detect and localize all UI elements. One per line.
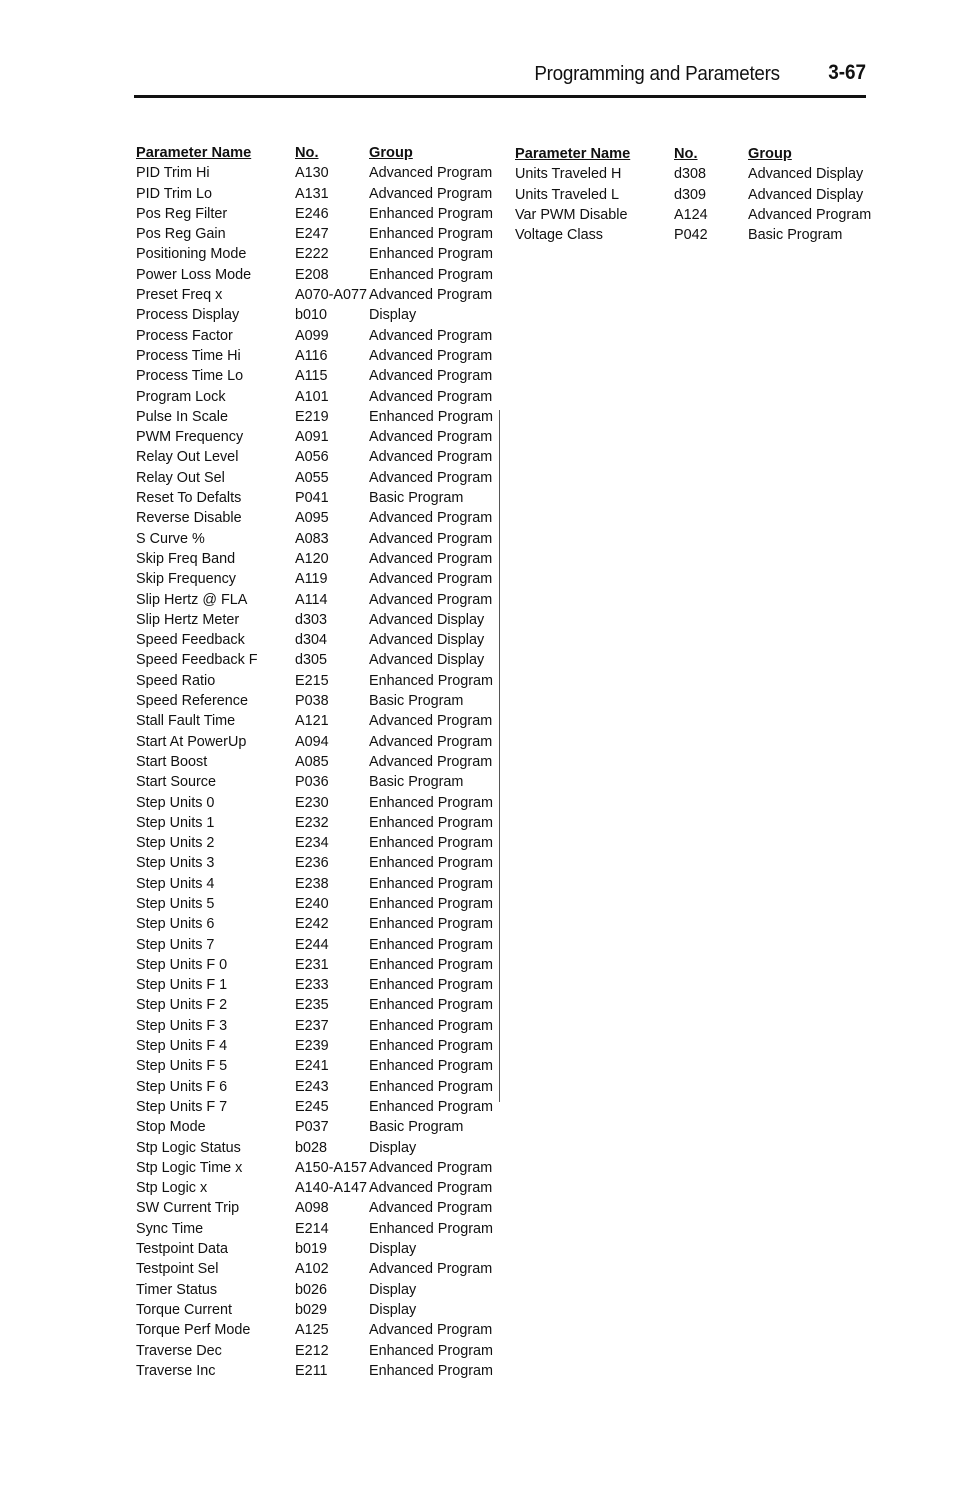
parameter-group: Enhanced Program	[369, 1017, 493, 1034]
parameter-name: Relay Out Level	[136, 449, 239, 466]
parameter-group: Advanced Program	[369, 469, 493, 486]
column-header-name: Parameter Name	[515, 146, 631, 162]
parameter-group: Advanced Program	[748, 206, 872, 223]
parameter-number: d308	[674, 166, 707, 183]
table-row	[136, 874, 499, 894]
table-row	[136, 1198, 499, 1218]
parameter-number: P036	[295, 774, 329, 791]
table-row	[136, 204, 499, 224]
parameter-group: Basic Program	[369, 490, 464, 507]
parameter-name: Speed Ratio	[136, 672, 216, 689]
parameter-group: Advanced Program	[369, 449, 493, 466]
parameter-group: Advanced Program	[369, 1261, 493, 1278]
parameter-number: A102	[295, 1261, 329, 1278]
parameter-number: E234	[295, 835, 329, 852]
parameter-group: Advanced Program	[369, 185, 493, 202]
parameter-name: Start At PowerUp	[136, 733, 247, 750]
parameter-group: Advanced Program	[369, 510, 493, 527]
parameter-name: Step Units F 3	[136, 1017, 228, 1034]
parameter-number: E211	[295, 1362, 328, 1379]
parameter-name: Slip Hertz @ FLA	[136, 591, 248, 608]
parameter-number: E240	[295, 895, 329, 912]
parameter-group: Advanced Program	[369, 591, 493, 608]
parameter-name: Stp Logic x	[136, 1180, 208, 1197]
parameter-name: Traverse Dec	[136, 1342, 222, 1359]
parameter-number: P041	[295, 490, 329, 507]
table-row	[136, 894, 499, 914]
table-row	[136, 427, 499, 447]
table-row	[136, 447, 499, 467]
parameter-group: Enhanced Program	[369, 1342, 493, 1359]
parameter-name: Testpoint Sel	[136, 1261, 219, 1278]
parameter-name: Step Units F 7	[136, 1098, 228, 1115]
table-row	[136, 914, 499, 934]
parameter-number: P038	[295, 693, 329, 710]
parameter-number: A085	[295, 753, 329, 770]
parameter-name: Var PWM Disable	[515, 206, 628, 223]
parameter-name: Step Units 1	[136, 814, 215, 831]
table-row	[136, 1219, 499, 1239]
parameter-group: Advanced Program	[369, 287, 493, 304]
table-row	[136, 772, 499, 792]
table-header-row	[515, 144, 878, 164]
parameter-name: Reset To Defalts	[136, 490, 242, 507]
column-header-name: Parameter Name	[136, 145, 252, 161]
table-row	[136, 468, 499, 488]
parameter-number: b010	[295, 307, 328, 324]
parameter-name: Process Factor	[136, 327, 233, 344]
column-header-group: Group	[369, 145, 413, 161]
parameter-number: d305	[295, 652, 328, 669]
table-row	[136, 1138, 499, 1158]
parameter-group: Basic Program	[748, 227, 843, 244]
parameter-group: Advanced Program	[369, 713, 493, 730]
parameter-name: Step Units 4	[136, 875, 215, 892]
table-row	[136, 935, 499, 955]
parameter-name: PID Trim Hi	[136, 165, 210, 182]
parameter-group: Enhanced Program	[369, 916, 493, 933]
table-row	[136, 244, 499, 264]
parameter-group: Enhanced Program	[369, 936, 493, 953]
table-row	[136, 833, 499, 853]
table-row	[136, 265, 499, 285]
page-number: 3-67	[828, 61, 866, 84]
parameter-group: Enhanced Program	[369, 794, 493, 811]
table-row	[136, 590, 499, 610]
parameter-number: P042	[674, 227, 708, 244]
parameter-number: b028	[295, 1139, 328, 1156]
parameter-number: E219	[295, 408, 329, 425]
parameter-number: E233	[295, 977, 329, 994]
table-row	[136, 1158, 499, 1178]
parameter-number: d303	[295, 611, 328, 628]
parameter-name: Preset Freq x	[136, 287, 223, 304]
parameter-name: Slip Hertz Meter	[136, 611, 240, 628]
table-row	[136, 1239, 499, 1259]
parameter-group: Advanced Program	[369, 368, 493, 385]
parameter-number: A114	[295, 591, 328, 608]
parameter-group: Advanced Program	[369, 429, 493, 446]
parameter-group: Enhanced Program	[369, 855, 493, 872]
table-row	[515, 164, 878, 184]
parameter-name: Speed Feedback	[136, 632, 245, 649]
parameter-number: E236	[295, 855, 329, 872]
table-row	[136, 569, 499, 589]
parameter-name: Voltage Class	[515, 227, 603, 244]
parameter-group: Enhanced Program	[369, 1362, 493, 1379]
revision-change-bar	[499, 410, 500, 1102]
parameter-name: Units Traveled H	[515, 166, 622, 183]
parameter-list-left	[136, 163, 499, 1381]
parameter-number: A121	[295, 713, 329, 730]
parameter-name: Step Units F 1	[136, 977, 228, 994]
parameter-name: Stp Logic Status	[136, 1139, 241, 1156]
parameter-group: Advanced Program	[369, 1159, 493, 1176]
parameter-name: Pos Reg Filter	[136, 205, 228, 222]
parameter-group: Display	[369, 1139, 417, 1156]
parameter-group: Enhanced Program	[369, 408, 493, 425]
parameter-name: Step Units F 5	[136, 1058, 228, 1075]
parameter-name: Step Units 6	[136, 916, 215, 933]
parameter-name: Process Time Lo	[136, 368, 244, 385]
parameter-number: E244	[295, 936, 329, 953]
parameter-number: A150-A157	[295, 1159, 368, 1176]
parameter-name: Process Display	[136, 307, 240, 324]
parameter-group: Enhanced Program	[369, 1078, 493, 1095]
parameter-number: P037	[295, 1119, 329, 1136]
table-row	[136, 346, 499, 366]
parameter-name: Torque Perf Mode	[136, 1322, 251, 1339]
parameter-group: Advanced Display	[748, 186, 864, 203]
parameter-group: Enhanced Program	[369, 205, 493, 222]
parameter-group: Enhanced Program	[369, 246, 493, 263]
table-row	[136, 711, 499, 731]
parameter-name: Traverse Inc	[136, 1362, 216, 1379]
table-row	[136, 1077, 499, 1097]
table-row	[136, 1320, 499, 1340]
table-row	[136, 955, 499, 975]
parameter-group: Enhanced Program	[369, 977, 493, 994]
parameter-group: Basic Program	[369, 774, 464, 791]
parameter-group: Enhanced Program	[369, 1098, 493, 1115]
parameter-number: A083	[295, 530, 329, 547]
table-row	[136, 1280, 499, 1300]
parameter-number: A124	[674, 206, 708, 223]
table-row	[136, 326, 499, 346]
parameter-group: Enhanced Program	[369, 1058, 493, 1075]
page-header	[134, 58, 866, 98]
parameter-name: Process Time Hi	[136, 347, 241, 364]
parameter-name: Positioning Mode	[136, 246, 247, 263]
parameter-number: b019	[295, 1241, 328, 1258]
table-row	[136, 793, 499, 813]
parameter-number: E241	[295, 1058, 329, 1075]
parameter-table-right	[515, 144, 878, 245]
parameter-name: S Curve %	[136, 530, 205, 547]
table-row	[136, 1361, 499, 1381]
table-row	[136, 224, 499, 244]
parameter-group: Display	[369, 1281, 417, 1298]
parameter-group: Advanced Program	[369, 327, 493, 344]
parameter-name: Step Units F 2	[136, 997, 228, 1014]
parameter-name: Step Units 7	[136, 936, 215, 953]
parameter-name: Step Units 2	[136, 835, 215, 852]
parameter-name: Pulse In Scale	[136, 408, 228, 425]
parameter-group: Basic Program	[369, 693, 464, 710]
parameter-list-right	[515, 164, 878, 245]
parameter-number: E214	[295, 1220, 329, 1237]
table-row	[136, 813, 499, 833]
parameter-number: E242	[295, 916, 329, 933]
parameter-number: E237	[295, 1017, 329, 1034]
table-row	[136, 650, 499, 670]
table-row	[136, 407, 499, 427]
table-row	[136, 387, 499, 407]
parameter-name: Start Boost	[136, 753, 208, 770]
parameter-name: Step Units F 4	[136, 1038, 228, 1055]
parameter-group: Enhanced Program	[369, 226, 493, 243]
parameter-group: Display	[369, 1241, 417, 1258]
table-row	[515, 205, 878, 225]
parameter-group: Enhanced Program	[369, 814, 493, 831]
parameter-name: Timer Status	[136, 1281, 218, 1298]
table-row	[136, 732, 499, 752]
parameter-name: Skip Frequency	[136, 571, 236, 588]
parameter-group: Enhanced Program	[369, 266, 493, 283]
table-row	[136, 488, 499, 508]
column-header-group: Group	[748, 146, 792, 162]
parameter-group: Advanced Program	[369, 1322, 493, 1339]
parameter-number: A101	[295, 388, 329, 405]
parameter-number: A091	[295, 429, 329, 446]
parameter-group: Enhanced Program	[369, 835, 493, 852]
table-row	[136, 630, 499, 650]
table-row	[136, 691, 499, 711]
table-row	[136, 853, 499, 873]
header-rule	[134, 95, 866, 98]
parameter-name: Torque Current	[136, 1301, 232, 1318]
table-header-row	[136, 143, 499, 163]
parameter-group: Advanced Display	[369, 611, 485, 628]
parameter-group: Display	[369, 307, 417, 324]
table-row	[136, 995, 499, 1015]
table-row	[136, 163, 499, 183]
parameter-number: E245	[295, 1098, 329, 1115]
parameter-number: E235	[295, 997, 329, 1014]
parameter-name: Testpoint Data	[136, 1241, 228, 1258]
table-row	[136, 1097, 499, 1117]
parameter-group: Basic Program	[369, 1119, 464, 1136]
parameter-group: Advanced Program	[369, 550, 493, 567]
table-row	[136, 610, 499, 630]
table-row	[515, 225, 878, 245]
parameter-table-left	[136, 143, 499, 1381]
parameter-group: Display	[369, 1301, 417, 1318]
parameter-number: A098	[295, 1200, 329, 1217]
table-row	[136, 1117, 499, 1137]
parameter-number: E231	[295, 956, 329, 973]
table-row	[515, 185, 878, 205]
parameter-group: Advanced Program	[369, 165, 493, 182]
parameter-name: Stall Fault Time	[136, 713, 236, 730]
parameter-group: Enhanced Program	[369, 895, 493, 912]
table-row	[136, 549, 499, 569]
parameter-number: A116	[295, 347, 328, 364]
parameter-name: Reverse Disable	[136, 510, 242, 527]
table-row	[136, 1341, 499, 1361]
parameter-name: SW Current Trip	[136, 1200, 240, 1217]
parameter-name: Step Units 5	[136, 895, 215, 912]
table-row	[136, 508, 499, 528]
parameter-number: A120	[295, 550, 329, 567]
parameter-number: d304	[295, 632, 328, 649]
parameter-group: Enhanced Program	[369, 956, 493, 973]
parameter-number: E247	[295, 226, 329, 243]
table-row	[136, 1178, 499, 1198]
parameter-number: E222	[295, 246, 329, 263]
parameter-name: Units Traveled L	[515, 186, 619, 203]
table-row	[136, 529, 499, 549]
parameter-name: Stp Logic Time x	[136, 1159, 243, 1176]
parameter-number: E208	[295, 266, 329, 283]
page-title: Programming and Parameters	[534, 62, 780, 85]
table-row	[136, 975, 499, 995]
table-row	[136, 1056, 499, 1076]
parameter-group: Advanced Program	[369, 733, 493, 750]
table-row	[136, 1036, 499, 1056]
parameter-number: A119	[295, 571, 328, 588]
parameter-number: A099	[295, 327, 329, 344]
table-row	[136, 1016, 499, 1036]
parameter-number: A131	[295, 185, 329, 202]
parameter-number: b026	[295, 1281, 328, 1298]
table-row	[136, 184, 499, 204]
parameter-name: Program Lock	[136, 388, 226, 405]
table-row	[136, 752, 499, 772]
parameter-number: E215	[295, 672, 329, 689]
parameter-number: A070-A077	[295, 287, 368, 304]
parameter-name: Step Units F 0	[136, 956, 228, 973]
parameter-number: b029	[295, 1301, 328, 1318]
parameter-group: Advanced Program	[369, 1180, 493, 1197]
table-row	[136, 1300, 499, 1320]
parameter-name: Speed Feedback F	[136, 652, 258, 669]
parameter-number: A056	[295, 449, 329, 466]
parameter-group: Enhanced Program	[369, 1038, 493, 1055]
parameter-number: A055	[295, 469, 329, 486]
parameter-group: Advanced Program	[369, 347, 493, 364]
parameter-name: Relay Out Sel	[136, 469, 225, 486]
parameter-group: Advanced Program	[369, 530, 493, 547]
parameter-number: A130	[295, 165, 329, 182]
parameter-group: Enhanced Program	[369, 672, 493, 689]
table-row	[136, 305, 499, 325]
parameter-number: A125	[295, 1322, 329, 1339]
parameter-number: A140-A147	[295, 1180, 368, 1197]
parameter-name: Step Units 3	[136, 855, 215, 872]
parameter-name: PID Trim Lo	[136, 185, 212, 202]
parameter-group: Advanced Display	[369, 652, 485, 669]
table-row	[136, 366, 499, 386]
parameter-group: Advanced Program	[369, 388, 493, 405]
parameter-number: E230	[295, 794, 329, 811]
parameter-group: Advanced Display	[369, 632, 485, 649]
table-row	[136, 285, 499, 305]
parameter-number: E243	[295, 1078, 329, 1095]
parameter-name: Power Loss Mode	[136, 266, 252, 283]
parameter-name: Start Source	[136, 774, 216, 791]
parameter-number: A115	[295, 368, 328, 385]
parameter-name: PWM Frequency	[136, 429, 244, 446]
table-row	[136, 1259, 499, 1279]
parameter-group: Enhanced Program	[369, 875, 493, 892]
parameter-name: Pos Reg Gain	[136, 226, 226, 243]
parameter-number: A095	[295, 510, 329, 527]
parameter-number: d309	[674, 186, 707, 203]
parameter-name: Speed Reference	[136, 693, 249, 710]
parameter-group: Enhanced Program	[369, 997, 493, 1014]
parameter-group: Advanced Program	[369, 753, 493, 770]
parameter-name: Skip Freq Band	[136, 550, 236, 567]
parameter-group: Enhanced Program	[369, 1220, 493, 1237]
parameter-number: E232	[295, 814, 329, 831]
parameter-name: Stop Mode	[136, 1119, 206, 1136]
parameter-number: A094	[295, 733, 329, 750]
table-row	[136, 671, 499, 691]
parameter-number: E238	[295, 875, 329, 892]
parameter-number: E246	[295, 205, 329, 222]
parameter-group: Advanced Display	[748, 166, 864, 183]
column-header-no: No.	[295, 145, 319, 161]
parameter-number: E239	[295, 1038, 329, 1055]
parameter-name: Step Units 0	[136, 794, 215, 811]
parameter-group: Advanced Program	[369, 571, 493, 588]
parameter-group: Advanced Program	[369, 1200, 493, 1217]
column-header-no: No.	[674, 146, 698, 162]
parameter-name: Sync Time	[136, 1220, 204, 1237]
parameter-number: E212	[295, 1342, 329, 1359]
parameter-name: Step Units F 6	[136, 1078, 228, 1095]
